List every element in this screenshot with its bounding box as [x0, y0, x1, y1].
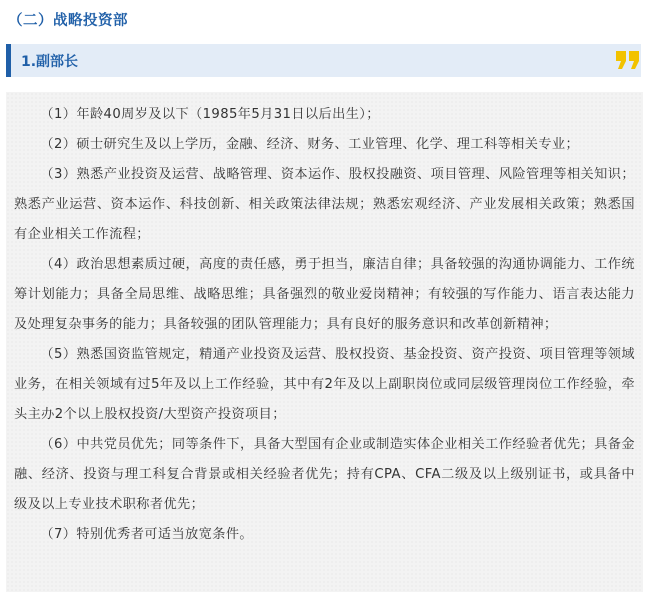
requirements-box [6, 92, 643, 592]
requirement-item: （5）熟悉国资监管规定，精通产业投资及运营、股权投资、基金投资、资产投资、项目管理等领域业务，在相关领域有过5年及以上工作经验，其中有2年及以上副职岗位或同层级管理岗位工作经验，牵头主办2个以上股权投资/大型资产投资项目； [14, 347, 635, 422]
requirement-item: （7）特别优秀者可适当放宽条件。 [40, 527, 253, 542]
requirement-item: （1）年龄40周岁及以下（1985年5月31日以后出生）； [40, 107, 380, 122]
requirement-item: （6）中共党员优先；同等条件下，具备大型国有企业或制造实体企业相关工作经验者优先；具备金融、经济、投资与理工科复合背景或相关经验者优先；持有CPA、CFA二级及以上级别证书，或具备中级及以上专业技术职称者优先； [14, 437, 635, 512]
section-title: （二）战略投资部 [8, 13, 128, 29]
position-header [6, 44, 641, 77]
requirement-item: （3）熟悉产业投资及运营、战略管理、资本运作、股权投融资、项目管理、风险管理等相关知识；熟悉产业运营、资本运作、科技创新、相关政策法律法规；熟悉宏观经济、产业发展相关政策；熟悉国有企业相关工作流程； [14, 167, 635, 242]
requirement-item: （4）政治思想素质过硬，高度的责任感，勇于担当，廉洁自律；具备较强的沟通协调能力、工作统筹计划能力；具备全局思维、战略思维；具备强烈的敬业爱岗精神；有较强的写作能力、语言表达能力及处理复杂事务的能力；具备较强的团队管理能力；具有良好的服务意识和改革创新精神； [14, 257, 635, 332]
position-title: 1.副部长 [21, 54, 79, 70]
requirement-item: （2）硕士研究生及以上学历，金融、经济、财务、工业管理、化学、理工科等相关专业； [40, 137, 580, 152]
quote-icon [615, 49, 641, 71]
